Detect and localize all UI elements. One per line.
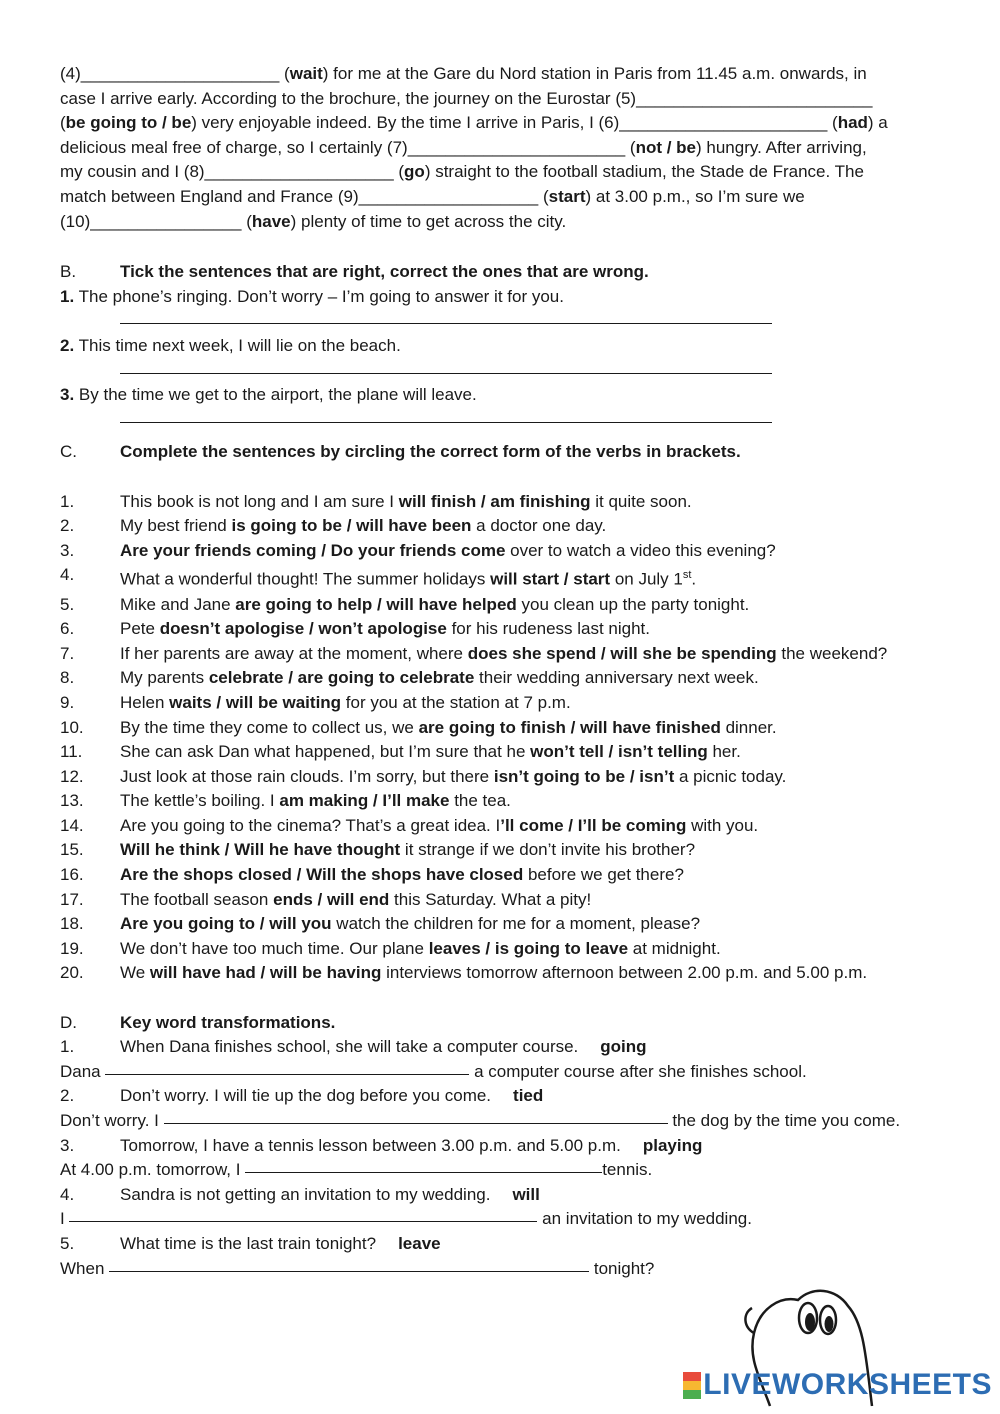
sentence-row	[60, 539, 940, 564]
keyword: leave	[398, 1233, 441, 1253]
keyword: going	[600, 1037, 647, 1057]
keyword: playing	[642, 1135, 703, 1155]
question-item	[60, 383, 940, 408]
text-run: ) straight to the football stadium, the Stade de France. The	[424, 162, 864, 182]
prompt-sentence: Sandra is not getting an invitation to my wedding.	[120, 1184, 491, 1204]
answer-start: At 4.00 p.m. tomorrow, I	[60, 1160, 246, 1180]
text-run: over to watch a video this evening?	[505, 540, 776, 560]
sentence-row	[60, 514, 940, 539]
verb-hint: will start / start	[490, 569, 611, 589]
paragraph-line	[60, 136, 940, 161]
answer-end: the dog by the time you come.	[667, 1111, 901, 1130]
text-run: delicious meal free of charge, so I certainly (7)_______________________ (	[60, 137, 636, 157]
sentence-row	[60, 593, 940, 618]
text-run: case I arrive early. According to the brochure, the journey on the Eurostar (5)_________________________	[60, 88, 873, 108]
text-run: watch the children for me for a moment, please?	[331, 914, 701, 934]
sentence-row	[60, 937, 940, 962]
question-text: By the time we get to the airport, the plane will leave.	[74, 385, 477, 405]
text-run: My parents	[120, 668, 209, 688]
text-run: ) hungry. After arriving,	[696, 137, 867, 157]
paragraph-line	[60, 160, 940, 185]
sentence-text[interactable]	[120, 666, 759, 691]
sentence-number: 1.	[60, 491, 75, 511]
sentence-text[interactable]	[120, 691, 571, 716]
section-d-header	[60, 1011, 940, 1036]
keyword: tied	[513, 1086, 544, 1106]
question-item	[60, 334, 940, 359]
prompt-row	[60, 1183, 940, 1208]
sentence-row	[60, 490, 940, 515]
text-run: She can ask Dan what happened, but I’m sure that he	[120, 742, 531, 762]
verb-hint: ’ll come / I’ll be coming	[500, 815, 687, 835]
answer-start: When	[60, 1258, 110, 1278]
sentence-number: 8.	[60, 668, 75, 688]
text-run: at midnight.	[628, 938, 721, 958]
text-run: Are you going to the cinema? That’s a great idea. I	[120, 815, 501, 835]
sentence-number: 6.	[60, 619, 75, 639]
text-run: (	[60, 113, 66, 133]
verb-hint: will have had / will be having	[149, 963, 382, 983]
text-run: ) for me at the Gare du Nord station in Paris from 11.45 a.m. onwards, in	[322, 64, 867, 83]
verb-hint: not / be	[635, 137, 697, 157]
sentence-row	[60, 888, 940, 913]
sentence-text[interactable]	[120, 863, 684, 888]
text-run: with you.	[686, 815, 759, 835]
prompt-row	[60, 1232, 940, 1257]
sentence-row	[60, 789, 940, 814]
sentence-row	[60, 642, 940, 667]
question-number: 1.	[60, 286, 75, 306]
sentence-number: 17.	[60, 889, 84, 909]
sentence-text[interactable]	[120, 514, 606, 539]
sentence-number: 3.	[60, 540, 75, 560]
liveworksheets-logo	[683, 1368, 992, 1402]
sentence-text[interactable]	[120, 716, 777, 741]
text-run: dinner.	[720, 717, 777, 737]
section-c-heading: Complete the sentences by circling the correct form of the verbs in brackets.	[120, 442, 741, 462]
sentence-number: 14.	[60, 815, 84, 835]
answer-start: Dana	[60, 1061, 106, 1081]
verb-hint: have	[251, 211, 291, 231]
verb-hint: am making / I’ll make	[279, 791, 450, 811]
text-run: before we get there?	[523, 865, 684, 885]
verb-hint: are going to finish / will have finished	[418, 717, 721, 737]
sentence-text[interactable]	[120, 740, 741, 765]
sentence-text[interactable]	[120, 642, 887, 667]
text-run: (4)_____________________ (	[60, 64, 290, 83]
text-run: (10)________________ (	[60, 211, 252, 231]
sentence-text[interactable]	[120, 539, 776, 564]
sentence-row	[60, 765, 940, 790]
verb-hint: is going to be / will have been	[231, 516, 472, 536]
text-run: ) a	[867, 113, 888, 133]
text-run: the weekend?	[776, 643, 888, 663]
question-number: 3.	[60, 385, 75, 405]
sentence-text[interactable]	[120, 912, 700, 937]
verb-hint: celebrate / are going to celebrate	[208, 668, 475, 688]
prompt-row	[60, 1035, 940, 1060]
answer-row	[60, 1158, 940, 1183]
sentence-row	[60, 563, 940, 592]
sentence-number: 4.	[60, 565, 75, 585]
section-b-heading: Tick the sentences that are right, correct the ones that are wrong.	[120, 262, 649, 282]
sentence-number: 2.	[60, 516, 75, 536]
verb-hint: doesn’t apologise / won’t apologise	[159, 619, 447, 639]
answer-line[interactable]	[60, 408, 940, 433]
text-run: ) plenty of time to get across the city.	[290, 211, 567, 231]
sentence-number: 20.	[60, 963, 84, 983]
section-b-header	[60, 260, 940, 285]
verb-hint: will finish / am finishing	[398, 491, 591, 511]
worksheet-page	[60, 62, 940, 1281]
verb-hint: Are the shops closed / Will the shops have closed	[120, 865, 524, 885]
sentence-row	[60, 666, 940, 691]
text-run: it quite soon.	[590, 491, 692, 511]
text-run: ) at 3.00 p.m., so I’m sure we	[585, 186, 805, 206]
text-run: My best friend	[120, 516, 232, 536]
text-run: their wedding anniversary next week.	[474, 668, 759, 688]
verb-hint: Are your friends coming / Do your friends come	[120, 540, 506, 560]
verb-hint: does she spend / will she be spending	[467, 643, 777, 663]
question-number: 2.	[60, 335, 75, 355]
text-run: st	[682, 569, 692, 582]
logo-text: LIVEWORKSHEETS	[703, 1368, 992, 1401]
verb-hint: isn’t going to be / isn’t	[493, 766, 675, 786]
sentence-text[interactable]	[120, 888, 591, 913]
sentence-number: 12.	[60, 766, 84, 786]
sentence-number: 13.	[60, 791, 84, 811]
text-run: on July 1	[610, 569, 683, 589]
text-run: Just look at those rain clouds. I’m sorry, but there	[120, 766, 494, 786]
text-run: By the time they come to collect us, we	[120, 717, 419, 737]
question-text: This time next week, I will lie on the beach.	[74, 335, 401, 355]
answer-blank[interactable]	[109, 1257, 589, 1272]
sentence-row	[60, 691, 940, 716]
text-run: What a wonderful thought! The summer holidays	[120, 569, 491, 589]
paragraph-line	[60, 111, 940, 136]
text-run: We don’t have too much time. Our plane	[120, 938, 429, 958]
prompt-number: 4.	[60, 1184, 75, 1204]
verb-hint: are going to help / will have helped	[235, 594, 517, 614]
text-run: for his rudeness last night.	[446, 619, 651, 639]
question-text: The phone’s ringing. Don’t worry – I’m going to answer it for you.	[74, 286, 564, 306]
sentence-number: 10.	[60, 717, 84, 737]
text-run: this Saturday. What a pity!	[389, 889, 592, 909]
answer-row	[60, 1060, 940, 1085]
section-d-letter: D.	[60, 1012, 77, 1032]
sentence-text[interactable]	[120, 490, 692, 515]
sentence-row	[60, 961, 940, 986]
verb-hint: won’t tell / isn’t telling	[530, 742, 708, 762]
section-c-header	[60, 440, 940, 465]
section-c-items	[60, 490, 940, 987]
paragraph-line	[60, 185, 940, 210]
answer-blank[interactable]	[164, 1109, 668, 1124]
answer-start: Don’t worry. I	[60, 1111, 164, 1130]
answer-end: a computer course after she finishes school.	[469, 1061, 807, 1081]
text-run: the tea.	[449, 791, 511, 811]
sentence-text[interactable]	[120, 937, 721, 962]
paragraph-line	[60, 62, 940, 87]
sentence-number: 9.	[60, 692, 75, 712]
prompt-sentence: Don’t worry. I will tie up the dog before you come.	[120, 1086, 492, 1106]
sentence-number: 19.	[60, 938, 84, 958]
text-run: The football season	[120, 889, 274, 909]
sentence-number: 7.	[60, 643, 75, 663]
sentence-row	[60, 716, 940, 741]
sentence-row	[60, 617, 940, 642]
verb-hint: had	[837, 113, 868, 133]
paragraph-line	[60, 87, 940, 112]
sentence-text[interactable]	[120, 789, 511, 814]
prompt-row	[60, 1084, 940, 1109]
section-a-paragraph	[60, 62, 940, 234]
text-run: a picnic today.	[674, 766, 787, 786]
sentence-text[interactable]	[120, 814, 758, 839]
prompt-row	[60, 1134, 940, 1159]
prompt-sentence: When Dana finishes school, she will take a computer course.	[120, 1037, 579, 1057]
paragraph-line	[60, 210, 940, 235]
sentence-text[interactable]	[120, 563, 696, 592]
prompt-number: 2.	[60, 1086, 75, 1106]
text-run: her.	[707, 742, 741, 762]
prompt-number: 5.	[60, 1233, 75, 1253]
sentence-number: 5.	[60, 594, 75, 614]
text-run: Pete	[120, 619, 160, 639]
text-run: a doctor one day.	[471, 516, 607, 536]
answer-line[interactable]	[60, 309, 940, 334]
text-run: match between England and France (9)___________________ (	[60, 186, 549, 206]
section-d-items	[60, 1035, 940, 1281]
keyword: will	[512, 1184, 540, 1204]
sentence-number: 11.	[60, 742, 83, 762]
question-item	[60, 285, 940, 310]
section-b-letter: B.	[60, 262, 77, 282]
text-run: for you at the station at 7 p.m.	[341, 692, 571, 712]
sentence-row	[60, 863, 940, 888]
section-b-items	[60, 285, 940, 433]
answer-line[interactable]	[60, 359, 940, 384]
sentence-row	[60, 740, 940, 765]
prompt-sentence: What time is the last train tonight?	[120, 1233, 377, 1253]
verb-hint: go	[404, 162, 425, 182]
prompt-sentence: Tomorrow, I have a tennis lesson between 3.00 p.m. and 5.00 p.m.	[120, 1135, 621, 1155]
sentence-row	[60, 814, 940, 839]
answer-blank[interactable]	[69, 1207, 537, 1222]
answer-end: an invitation to my wedding.	[537, 1209, 752, 1229]
text-run: ) very enjoyable indeed. By the time I arrive in Paris, I (6)______________________ (	[191, 113, 838, 133]
text-run: interviews tomorrow afternoon between 2.00 p.m. and 5.00 p.m.	[381, 963, 868, 983]
sentence-number: 18.	[60, 914, 84, 934]
logo-mark-icon	[683, 1372, 701, 1399]
answer-end: tennis.	[602, 1160, 653, 1180]
sentence-row	[60, 838, 940, 863]
text-run: Mike and Jane	[120, 594, 236, 614]
text-run: my cousin and I (8)____________________ (	[60, 162, 405, 182]
text-run: it strange if we don’t invite his brother?	[400, 840, 696, 860]
verb-hint: ends / will end	[273, 889, 390, 909]
text-run: you clean up the party tonight.	[516, 594, 750, 614]
verb-hint: Are you going to / will you	[120, 914, 332, 934]
sentence-text[interactable]	[120, 765, 786, 790]
answer-blank[interactable]	[105, 1060, 469, 1075]
verb-hint: wait	[289, 64, 323, 83]
text-run: This book is not long and I am sure I	[120, 491, 399, 511]
text-run: If her parents are away at the moment, where	[120, 643, 468, 663]
answer-end: tonight?	[589, 1258, 655, 1278]
verb-hint: waits / will be waiting	[169, 692, 342, 712]
section-c-letter: C.	[60, 442, 77, 462]
sentence-text[interactable]	[120, 838, 695, 863]
text-run: The kettle’s boiling. I	[120, 791, 280, 811]
sentence-number: 16.	[60, 865, 84, 885]
sentence-number: 15.	[60, 840, 84, 860]
sentence-row	[60, 912, 940, 937]
answer-blank[interactable]	[245, 1158, 602, 1173]
verb-hint: start	[548, 186, 586, 206]
text-run: We	[120, 963, 150, 983]
verb-hint: be going to / be	[65, 113, 192, 133]
answer-row	[60, 1109, 940, 1134]
answer-start: I	[60, 1209, 70, 1229]
answer-row	[60, 1207, 940, 1232]
prompt-number: 3.	[60, 1135, 75, 1155]
verb-hint: leaves / is going to leave	[428, 938, 629, 958]
sentence-text[interactable]	[120, 961, 867, 986]
verb-hint: Will he think / Will he have thought	[120, 840, 401, 860]
sentence-text[interactable]	[120, 617, 650, 642]
section-d-heading: Key word transformations.	[120, 1012, 336, 1032]
prompt-number: 1.	[60, 1037, 75, 1057]
text-run: .	[691, 569, 697, 589]
text-run: Helen	[120, 692, 170, 712]
sentence-text[interactable]	[120, 593, 749, 618]
